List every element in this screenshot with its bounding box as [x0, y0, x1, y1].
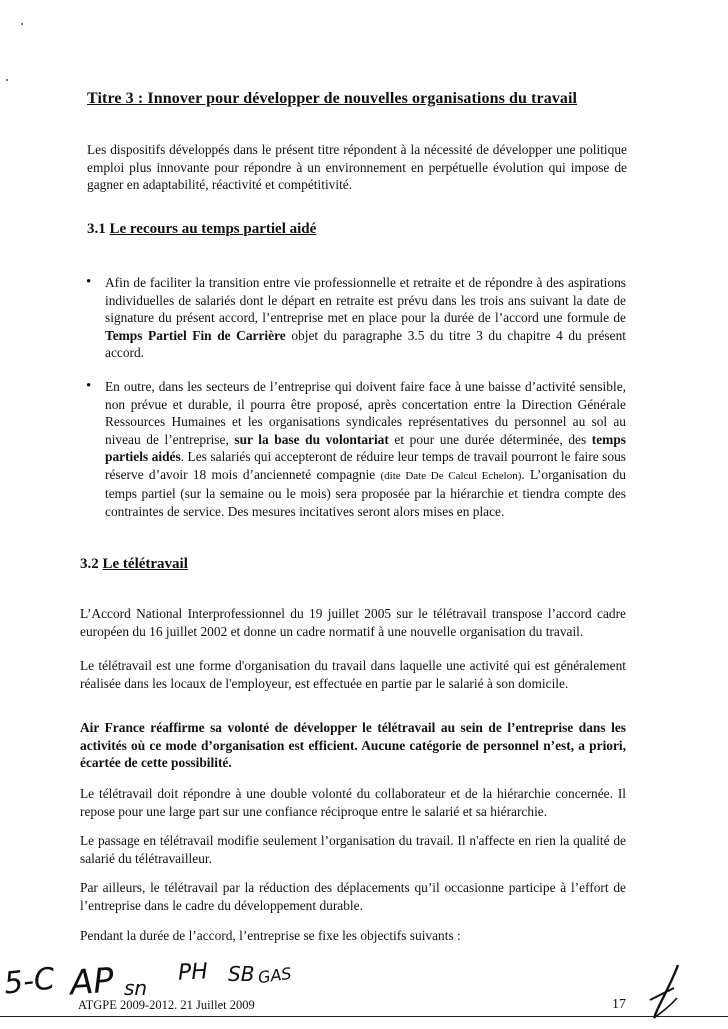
section-3-1-heading — [87, 221, 316, 238]
scan-speck — [6, 79, 8, 81]
section-title: Le recours au temps partiel aidé — [109, 221, 317, 237]
text-run: En outre, dans les secteurs de l’entreprise qui doivent faire face à une baisse d’activité sensible, non prévue et durable, il pourra être proposé, après concertation entre la Direction Générale Ressources Humaines et les organisations syndicales représentatives du personnel au sol au niveau de l’entreprise, — [105, 379, 626, 447]
text-run: et pour une durée déterminée, des — [388, 431, 592, 447]
paragraph-bold: Air France réaffirme sa volonté de développer le télétravail au sein de l’entreprise dans les activités où ce mode d’organisation est efficient. Aucune catégorie de personnel n’est, a priori, écartée de cette possibilité. — [80, 720, 626, 770]
paragraph: Le passage en télétravail modifie seulement l’organisation du travail. Il n'affecte en rien la qualité de salarié du télétravailleur. — [80, 833, 626, 866]
handwritten-signature: sn — [124, 976, 148, 1000]
bullet-item-2 — [105, 378, 626, 520]
small-text: (dite Date De Calcul Echelon) — [380, 469, 522, 482]
handwritten-initials: 5-C — [2, 961, 57, 1002]
bullet-item-1 — [105, 274, 626, 362]
page-number: 17 — [612, 997, 626, 1012]
text-run: . L’organisation du temps partiel (sur la semaine ou le mois) sera proposée par la hiérarchie et tiendra compte des contraintes de service. Des mesures incitatives seront alors mises en place. — [105, 466, 626, 519]
signature-stroke — [644, 962, 684, 1020]
bullet-icon: • — [86, 378, 92, 394]
footer-reference: ATGPE 2009-2012. 21 Juillet 2009 — [78, 998, 255, 1012]
text-run: . Les salariés qui accepteront de réduire leur temps de travail pourront le faire sous réserve d’avoir 18 mois d’ancienneté compagnie — [105, 449, 626, 482]
scan-speck — [21, 23, 23, 25]
handwritten-signature: PH — [177, 959, 209, 986]
bold-text: Temps Partiel Fin de Carrière — [105, 327, 286, 343]
text-run: Afin de faciliter la transition entre vie professionnelle et retraite et de répondre à des aspirations individuelles de salariés dont le départ en retraite est prévu dans les trois ans suivant la date de signature du présent accord, l’entreprise met en place pour la durée de l’accord une formule de — [105, 275, 626, 325]
bold-text: temps partiels aidés — [105, 431, 626, 464]
paragraph: L’Accord National Interprofessionnel du 19 juillet 2005 sur le télétravail transpose l’accord cadre européen du 16 juillet 2002 et donne un cadre normatif à une nouvelle organisation du travail. — [80, 606, 626, 639]
handwritten-signature: AP — [68, 960, 116, 1004]
handwritten-signature: GAS — [256, 963, 293, 988]
section-title: Le télétravail — [102, 556, 188, 572]
bold-text: sur la base du volontariat — [234, 431, 389, 447]
handwritten-signature: SB — [228, 962, 255, 986]
section-3-2-heading — [80, 556, 188, 573]
document-title: Titre 3 : Innover pour développer de nouvelles organisations du travail — [87, 90, 578, 107]
bullet-icon: • — [86, 274, 92, 290]
paragraph: Le télétravail doit répondre à une double volonté du collaborateur et de la hiérarchie concernée. Il repose pour une large part sur une confiance réciproque entre le salarié et sa hiérarchie. — [80, 786, 626, 819]
section-number: 3.2 — [80, 556, 99, 572]
paragraph: Pendant la durée de l’accord, l’entreprise se fixe les objectifs suivants : — [80, 928, 461, 943]
section-number: 3.1 — [87, 221, 106, 237]
intro-paragraph: Les dispositifs développés dans le présent titre répondent à la nécessité de développer une politique emploi plus innovante pour répondre à un environnement en perpétuelle évolution qui impose de gagner en adaptabilité, réactivité et compétitivité. — [87, 142, 627, 192]
text-run: objet du paragraphe 3.5 du titre 3 du chapitre 4 du présent accord. — [105, 327, 627, 360]
paragraph: Par ailleurs, le télétravail par la réduction des déplacements qu’il occasionne participe à l’effort de l’entreprise dans le cadre du développement durable. — [80, 880, 626, 913]
paragraph: Le télétravail est une forme d'organisation du travail dans laquelle une activité qui est généralement réalisée dans les locaux de l'employeur, est effectuée en partie par le salarié à son domicile. — [80, 658, 626, 691]
footer-divider — [0, 1016, 728, 1017]
